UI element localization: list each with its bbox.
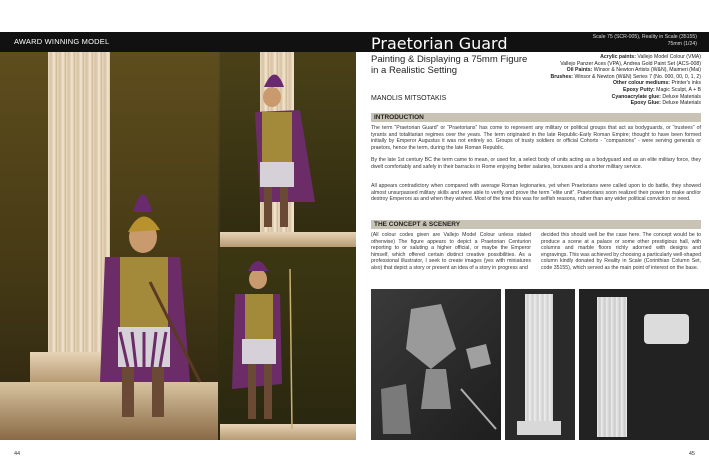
scale-info: [527, 34, 697, 48]
author-name: MANOLIS MITSOTAKIS: [371, 95, 447, 102]
subtitle-line-1: Painting & Displaying a 75mm Figure: [371, 54, 528, 65]
intro-paragraph-2: By the late 1st century BC the term came to mean, or used for, a select body of units acting as a bodyguard and as an elite military force, they dwelt comfortably and safely in their barracks in Rome enjoying better salaries, bonuses and a shorter military service.: [371, 157, 701, 170]
subtitle-line-2: in a Realistic Setting: [371, 65, 458, 76]
material-item: Other colour mediums: Printer's inks: [612, 80, 701, 87]
material-item: Cyanoacrylate glue: Deluxe Materials: [611, 93, 701, 100]
concept-text-right: decided this should well be the case here. The concept would be to produce a scene at a palace or some other prestigious hall, with columns and marble floors richly adorned with designs and engravings. This was achieved by choosing a particularly well-shaped column kindly donated by Reality in Scale (Corinthian Column Set, code 35155), which served as the main point of interest on the base.: [541, 232, 701, 271]
page-number-left: 44: [14, 451, 21, 457]
scale-line-2: 75mm (1/24): [667, 41, 697, 47]
article-subtitle: [371, 54, 531, 76]
materials-list: [511, 54, 701, 107]
material-item: Oil Paints: Winsor & Newton Artists (W&N), Maimeri (Mai): [566, 67, 701, 74]
photo-column-capital: [579, 289, 709, 440]
concept-heading: THE CONCEPT & SCENERY: [371, 220, 701, 229]
material-item: Epoxy Glue: Deluxe Materials: [630, 100, 701, 107]
intro-paragraph-3: All appears contradictory when compared with average Roman legionaries, yet when Praetorians were called upon to do battle, they showed almost unsurpassed military skills and were able to verify and prove the term “elite unit”. Praetorians soon realized their power to make and/or destroy Emperors as and when they wished. Most of the time this was for selfish reasons, rather than any wider political conviction or need.: [371, 183, 701, 203]
scale-line-1: Scale 75 (SCR-005), Reality in Scale (35155): [592, 34, 697, 40]
material-item: Brushes: Winsor & Newton (W&N) Series 7 (No. 000, 00, 0, 1, 2): [550, 73, 701, 80]
header-bar: [0, 32, 709, 52]
concept-text-left: (All colour codes given are Vallejo Model Colour unless stated otherwise) The figure appears to depict a Praetorian Centurion reporting to or saluting a higher official, or maybe the Emperor himself, which offered certain distinct creative possibilities. As a professional illustrator, I seek to create images (yes with miniatures also) that depict a story or present an idea of a story in progress and: [371, 232, 531, 271]
material-item: Epoxy Putty: Magic Sculpt, A + B: [622, 86, 701, 93]
material-item: Vallejo Panzer Aces (VPA), Andrea Gold Paint Set (ACS-008): [560, 60, 701, 67]
figure-illustration: [0, 52, 218, 440]
material-item: Acrylic paints: Vallejo Model Colour (VMA): [600, 54, 701, 60]
intro-heading: INTRODUCTION: [371, 113, 701, 122]
section-label: AWARD WINNING MODEL: [14, 37, 110, 46]
article-title: Praetorian Guard: [371, 34, 508, 53]
photo-unpainted-parts: [371, 289, 501, 440]
right-page: [356, 52, 709, 440]
figure-back-illustration: [220, 249, 356, 440]
photo-figure-side: [220, 52, 356, 247]
parts-illustration: [371, 289, 501, 440]
figure-side-illustration: [220, 52, 356, 247]
left-page-photos: [0, 52, 356, 440]
photo-column-resin: [505, 289, 575, 440]
photo-figure-back: [220, 249, 356, 440]
photo-main-figure: [0, 52, 218, 440]
page-number-right: 45: [688, 451, 695, 457]
intro-paragraph-1: The term “Praetorian Guard” or “Praetorians” has come to represent any military or political groups that act as bodyguards, or “trustees” of tyrants and totalitarian regimes over the years. The term originated in the late Republic-Early Roman Empire; thought to have been formed initially by Emperor Augustus it was not entirely so. Groups of trusty soldiers or official Cohorts - “companions” - were serving generals or praetors, hence the term, during the late Roman Republic.: [371, 125, 701, 151]
